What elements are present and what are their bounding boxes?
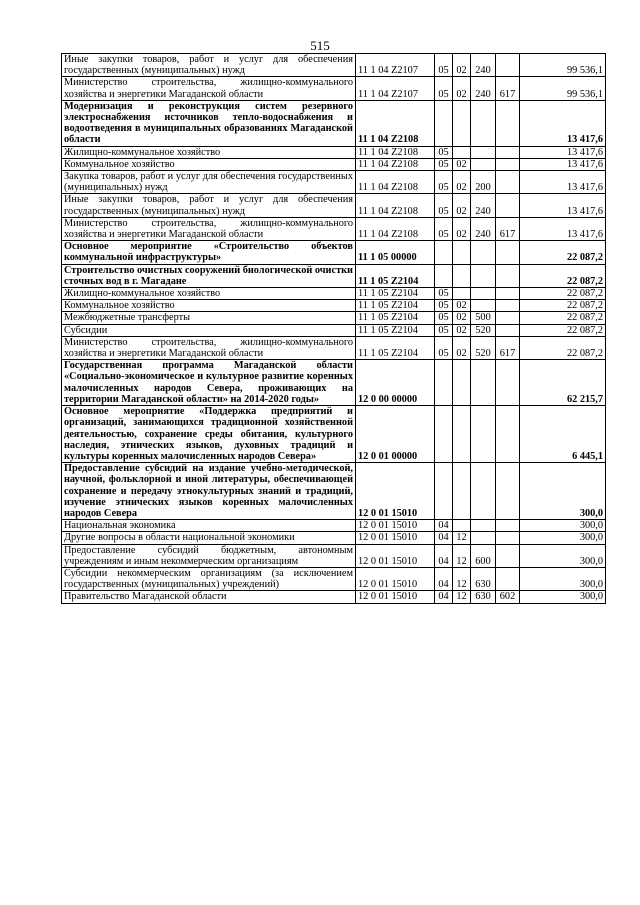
target-code-cell: 12 0 01 15010 (356, 567, 435, 590)
item-name-cell: Правительство Магаданской области (62, 591, 356, 603)
section-cell: 05 (435, 336, 453, 359)
target-code-cell: 12 0 00 00000 (356, 360, 435, 406)
item-name-cell: Субсидии (62, 324, 356, 336)
subsection-cell: 02 (453, 77, 471, 100)
section-cell (435, 360, 453, 406)
item-name-cell: Национальная экономика (62, 520, 356, 532)
table-row (62, 217, 606, 240)
section-cell: 04 (435, 532, 453, 544)
subsection-cell: 02 (453, 194, 471, 217)
administrator-cell (496, 241, 520, 264)
expense-type-cell (471, 300, 496, 312)
subsection-cell: 12 (453, 591, 471, 603)
item-name-cell: Основное мероприятие «Поддержка предприятий и организаций, занимающихся традиционной хозяйственной деятельностью, сохранение среды обитания, культурного наследия, этнических языков, духовных традиций и культуры коренных малочисленных народов Севера» (62, 406, 356, 463)
amount-cell: 62 215,7 (520, 360, 606, 406)
section-cell: 05 (435, 288, 453, 300)
administrator-cell (496, 463, 520, 520)
budget-table-body (62, 54, 606, 604)
amount-cell: 13 417,6 (520, 194, 606, 217)
expense-type-cell: 500 (471, 312, 496, 324)
target-code-cell: 11 1 05 Z2104 (356, 336, 435, 359)
section-cell: 05 (435, 300, 453, 312)
expense-type-cell (471, 520, 496, 532)
subsection-cell (453, 288, 471, 300)
expense-type-cell: 520 (471, 324, 496, 336)
section-cell: 04 (435, 567, 453, 590)
subsection-cell: 02 (453, 300, 471, 312)
item-name-cell: Государственная программа Магаданской области «Социально-экономическое и культурное развитие коренных малочисленных народов Севера, проживающих на территории Магаданской области» на 2014-2020 годы» (62, 360, 356, 406)
amount-cell: 22 087,2 (520, 288, 606, 300)
amount-cell: 13 417,6 (520, 146, 606, 158)
administrator-cell: 617 (496, 77, 520, 100)
target-code-cell: 11 1 05 00000 (356, 241, 435, 264)
target-code-cell: 11 1 04 Z2107 (356, 54, 435, 77)
expense-type-cell (471, 406, 496, 463)
item-name-cell: Другие вопросы в области национальной экономики (62, 532, 356, 544)
administrator-cell (496, 406, 520, 463)
table-row (62, 77, 606, 100)
administrator-cell (496, 288, 520, 300)
expense-type-cell: 200 (471, 171, 496, 194)
expense-type-cell (471, 532, 496, 544)
expense-type-cell (471, 264, 496, 287)
expense-type-cell: 240 (471, 194, 496, 217)
item-name-cell: Предоставление субсидий бюджетным, автономным учреждениям и иным некоммерческим организациям (62, 544, 356, 567)
amount-cell: 22 087,2 (520, 241, 606, 264)
target-code-cell: 11 1 05 Z2104 (356, 264, 435, 287)
administrator-cell (496, 567, 520, 590)
target-code-cell: 12 0 01 15010 (356, 532, 435, 544)
table-row (62, 520, 606, 532)
table-row (62, 146, 606, 158)
expense-type-cell (471, 463, 496, 520)
item-name-cell: Межбюджетные трансферты (62, 312, 356, 324)
amount-cell: 22 087,2 (520, 312, 606, 324)
item-name-cell: Основное мероприятие «Строительство объектов коммунальной инфраструктуры» (62, 241, 356, 264)
amount-cell: 13 417,6 (520, 171, 606, 194)
expense-type-cell (471, 146, 496, 158)
amount-cell: 6 445,1 (520, 406, 606, 463)
subsection-cell: 02 (453, 54, 471, 77)
table-row (62, 567, 606, 590)
table-row (62, 300, 606, 312)
table-row (62, 158, 606, 170)
target-code-cell: 11 1 05 Z2104 (356, 312, 435, 324)
item-name-cell: Жилищно-коммунальное хозяйство (62, 146, 356, 158)
target-code-cell: 11 1 04 Z2108 (356, 158, 435, 170)
table-row (62, 264, 606, 287)
subsection-cell: 12 (453, 544, 471, 567)
amount-cell: 22 087,2 (520, 324, 606, 336)
target-code-cell: 12 0 01 15010 (356, 591, 435, 603)
amount-cell: 22 087,2 (520, 264, 606, 287)
section-cell (435, 264, 453, 287)
section-cell: 04 (435, 544, 453, 567)
target-code-cell: 11 1 04 Z2108 (356, 100, 435, 146)
table-row (62, 288, 606, 300)
subsection-cell (453, 360, 471, 406)
subsection-cell (453, 463, 471, 520)
item-name-cell: Министерство строительства, жилищно-коммунального хозяйства и энергетики Магаданской области (62, 217, 356, 240)
amount-cell: 13 417,6 (520, 100, 606, 146)
administrator-cell (496, 532, 520, 544)
administrator-cell (496, 171, 520, 194)
expense-type-cell (471, 100, 496, 146)
subsection-cell (453, 264, 471, 287)
subsection-cell (453, 520, 471, 532)
section-cell: 05 (435, 217, 453, 240)
item-name-cell: Жилищно-коммунальное хозяйство (62, 288, 356, 300)
item-name-cell: Коммунальное хозяйство (62, 300, 356, 312)
table-row (62, 463, 606, 520)
target-code-cell: 11 1 04 Z2108 (356, 146, 435, 158)
administrator-cell (496, 146, 520, 158)
administrator-cell (496, 54, 520, 77)
section-cell: 05 (435, 146, 453, 158)
amount-cell: 22 087,2 (520, 336, 606, 359)
expense-type-cell: 630 (471, 567, 496, 590)
expense-type-cell (471, 288, 496, 300)
target-code-cell: 12 0 01 15010 (356, 463, 435, 520)
section-cell (435, 463, 453, 520)
table-row (62, 312, 606, 324)
expense-type-cell: 240 (471, 54, 496, 77)
amount-cell: 13 417,6 (520, 158, 606, 170)
table-row (62, 544, 606, 567)
section-cell: 04 (435, 520, 453, 532)
item-name-cell: Иные закупки товаров, работ и услуг для обеспечения государственных (муниципальных) нужд (62, 194, 356, 217)
table-row (62, 171, 606, 194)
item-name-cell: Предоставление субсидий на издание учебно-методической, научной, фольклорной и иной литературы, обеспечивающей сохранение и передачу этнокультурных знаний и традиций, изучение этнических языков коренных малочисленных народов Севера (62, 463, 356, 520)
subsection-cell: 12 (453, 532, 471, 544)
administrator-cell (496, 520, 520, 532)
section-cell (435, 406, 453, 463)
table-row (62, 324, 606, 336)
administrator-cell (496, 100, 520, 146)
table-row (62, 241, 606, 264)
target-code-cell: 11 1 04 Z2108 (356, 171, 435, 194)
subsection-cell (453, 146, 471, 158)
target-code-cell: 11 1 05 Z2104 (356, 288, 435, 300)
section-cell: 04 (435, 591, 453, 603)
item-name-cell: Иные закупки товаров, работ и услуг для обеспечения государственных (муниципальных) нужд (62, 54, 356, 77)
subsection-cell: 02 (453, 171, 471, 194)
section-cell: 05 (435, 54, 453, 77)
administrator-cell (496, 194, 520, 217)
target-code-cell: 11 1 04 Z2108 (356, 217, 435, 240)
amount-cell: 300,0 (520, 591, 606, 603)
administrator-cell (496, 360, 520, 406)
expense-type-cell: 520 (471, 336, 496, 359)
administrator-cell (496, 300, 520, 312)
subsection-cell: 02 (453, 312, 471, 324)
item-name-cell: Субсидии некоммерческим организациям (за исключением государственных (муниципальных) учреждений) (62, 567, 356, 590)
expense-type-cell: 240 (471, 77, 496, 100)
administrator-cell: 617 (496, 217, 520, 240)
section-cell: 05 (435, 324, 453, 336)
subsection-cell: 02 (453, 324, 471, 336)
administrator-cell (496, 324, 520, 336)
amount-cell: 300,0 (520, 567, 606, 590)
target-code-cell: 12 0 01 15010 (356, 544, 435, 567)
target-code-cell: 12 0 01 00000 (356, 406, 435, 463)
administrator-cell (496, 312, 520, 324)
administrator-cell: 617 (496, 336, 520, 359)
subsection-cell: 02 (453, 336, 471, 359)
page-number: 515 (310, 38, 330, 53)
administrator-cell: 602 (496, 591, 520, 603)
expense-type-cell (471, 360, 496, 406)
expense-type-cell: 630 (471, 591, 496, 603)
target-code-cell: 12 0 01 15010 (356, 520, 435, 532)
table-row (62, 54, 606, 77)
item-name-cell: Министерство строительства, жилищно-коммунального хозяйства и энергетики Магаданской области (62, 77, 356, 100)
subsection-cell (453, 100, 471, 146)
section-cell: 05 (435, 194, 453, 217)
administrator-cell (496, 264, 520, 287)
section-cell: 05 (435, 171, 453, 194)
subsection-cell (453, 406, 471, 463)
budget-table (61, 53, 606, 604)
amount-cell: 300,0 (520, 544, 606, 567)
item-name-cell: Модернизация и реконструкция систем резервного электроснабжения источников тепло-водоснабжения и водоотведения в муниципальных образованиях Магаданской области (62, 100, 356, 146)
amount-cell: 300,0 (520, 532, 606, 544)
table-row (62, 591, 606, 603)
subsection-cell: 12 (453, 567, 471, 590)
amount-cell: 99 536,1 (520, 54, 606, 77)
subsection-cell: 02 (453, 217, 471, 240)
section-cell (435, 100, 453, 146)
table-row (62, 336, 606, 359)
target-code-cell: 11 1 04 Z2108 (356, 194, 435, 217)
table-row (62, 360, 606, 406)
target-code-cell: 11 1 05 Z2104 (356, 300, 435, 312)
expense-type-cell: 600 (471, 544, 496, 567)
amount-cell: 13 417,6 (520, 217, 606, 240)
administrator-cell (496, 544, 520, 567)
target-code-cell: 11 1 04 Z2107 (356, 77, 435, 100)
section-cell: 05 (435, 312, 453, 324)
amount-cell: 300,0 (520, 520, 606, 532)
item-name-cell: Строительство очистных сооружений биологической очистки сточных вод в г. Магадане (62, 264, 356, 287)
amount-cell: 99 536,1 (520, 77, 606, 100)
expense-type-cell: 240 (471, 217, 496, 240)
amount-cell: 22 087,2 (520, 300, 606, 312)
subsection-cell (453, 241, 471, 264)
administrator-cell (496, 158, 520, 170)
table-row (62, 406, 606, 463)
table-row (62, 100, 606, 146)
section-cell (435, 241, 453, 264)
item-name-cell: Закупка товаров, работ и услуг для обеспечения государственных (муниципальных) нужд (62, 171, 356, 194)
section-cell: 05 (435, 158, 453, 170)
table-row (62, 194, 606, 217)
subsection-cell: 02 (453, 158, 471, 170)
item-name-cell: Министерство строительства, жилищно-коммунального хозяйства и энергетики Магаданской области (62, 336, 356, 359)
expense-type-cell (471, 158, 496, 170)
table-row (62, 532, 606, 544)
expense-type-cell (471, 241, 496, 264)
item-name-cell: Коммунальное хозяйство (62, 158, 356, 170)
amount-cell: 300,0 (520, 463, 606, 520)
target-code-cell: 11 1 05 Z2104 (356, 324, 435, 336)
section-cell: 05 (435, 77, 453, 100)
